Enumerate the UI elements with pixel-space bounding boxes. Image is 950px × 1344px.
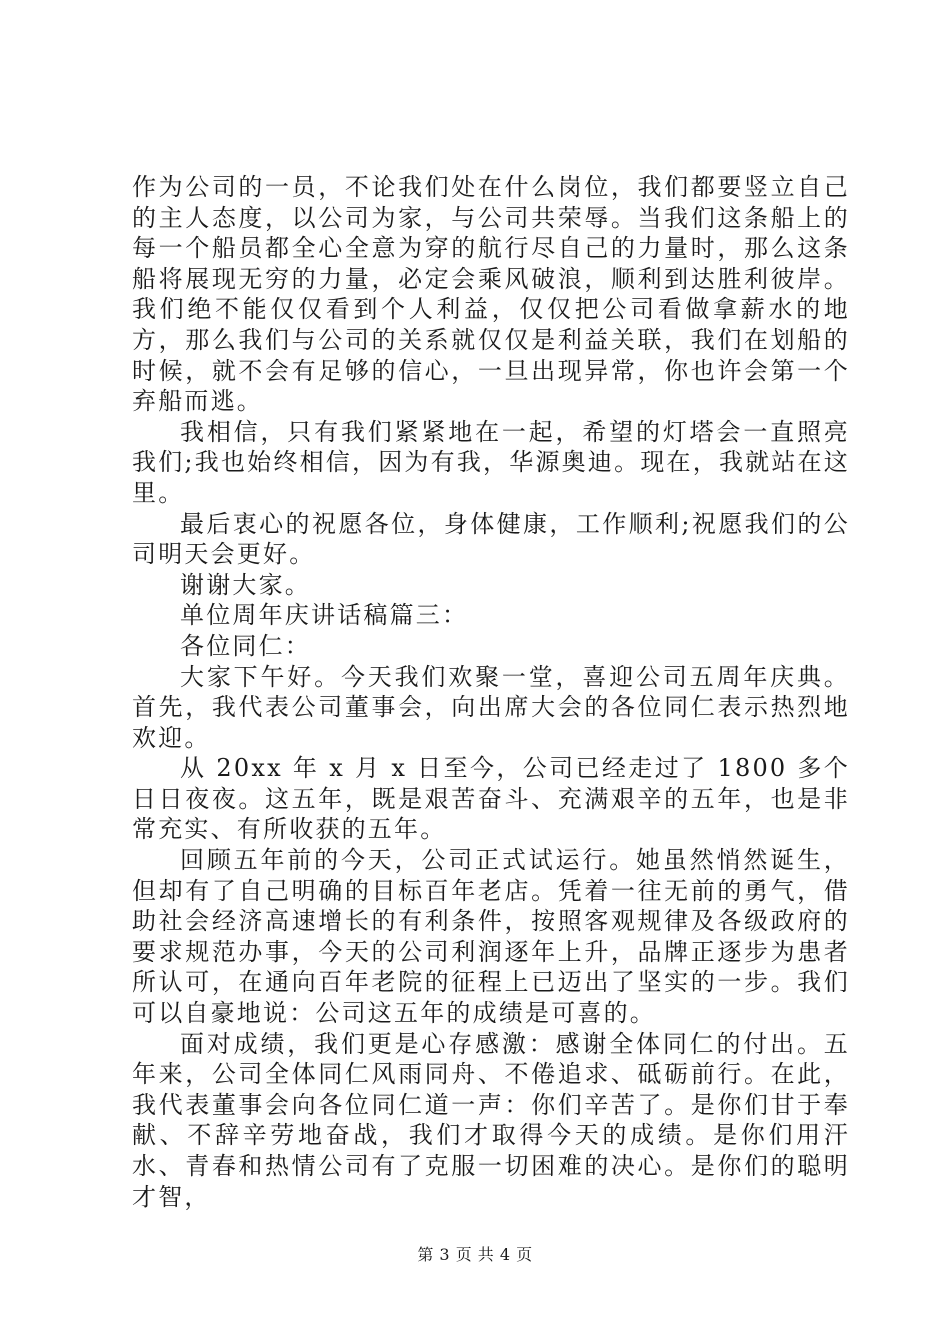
section-heading: 单位周年庆讲话稿篇三：	[180, 601, 469, 630]
document-body	[132, 172, 850, 1212]
page-footer: 第 3 页 共 4 页	[417, 1245, 533, 1264]
paragraph-2: 我相信，只有我们紧紧地在一起，希望的灯塔会一直照亮我们;我也始终相信，因为有我，华源奥迪。现在，我就站在这里。	[132, 417, 850, 507]
paragraph-8: 从 20xx 年 x 月 x 日至今，公司已经走过了 1800 多个日日夜夜。这五年，既是艰苦奋斗、充满艰辛的五年，也是非常充实、有所收获的五年。	[132, 754, 850, 844]
paragraph-1: 作为公司的一员，不论我们处在什么岗位，我们都要竖立自己的主人态度，以公司为家，与公司共荣辱。当我们这条船上的每一个船员都全心全意为穿的航行尽自己的力量时，那么这条船将展现无穷的力量，必定会乘风破浪，顺利到达胜利彼岸。我们绝不能仅仅看到个人利益，仅仅把公司看做拿薪水的地方，那么我们与公司的关系就仅仅是利益关联，我们在划船的时候，就不会有足够的信心，一旦出现异常，你也许会第一个弃船而逃。	[132, 173, 850, 416]
paragraph-10: 面对成绩，我们更是心存感激：感谢全体同仁的付出。五年来，公司全体同仁风雨同舟、不倦追求、砥砺前行。在此，我代表董事会向各位同仁道一声：你们辛苦了。是你们甘于奉献、不辞辛劳地奋战，我们才取得今天的成绩。是你们用汗水、青春和热情公司有了克服一切困难的决心。是你们的聪明才智，	[132, 1029, 850, 1211]
paragraph-7: 大家下午好。今天我们欢聚一堂，喜迎公司五周年庆典。首先，我代表公司董事会，向出席大会的各位同仁表示热烈地欢迎。	[132, 662, 850, 752]
paragraph-9: 回顾五年前的今天，公司正式试运行。她虽然悄然诞生，但却有了自己明确的目标百年老店。凭着一往无前的勇气，借助社会经济高速增长的有利条件，按照客观规律及各级政府的要求规范办事，今天的公司利润逐年上升，品牌正逐步为患者所认可，在通向百年老院的征程上已迈出了坚实的一步。我们可以自豪地说：公司这五年的成绩是可喜的。	[132, 846, 850, 1028]
paragraph-3: 最后衷心的祝愿各位，身体健康，工作顺利;祝愿我们的公司明天会更好。	[132, 509, 850, 569]
paragraph-4: 谢谢大家。	[180, 570, 311, 599]
salutation: 各位同仁：	[180, 631, 311, 660]
